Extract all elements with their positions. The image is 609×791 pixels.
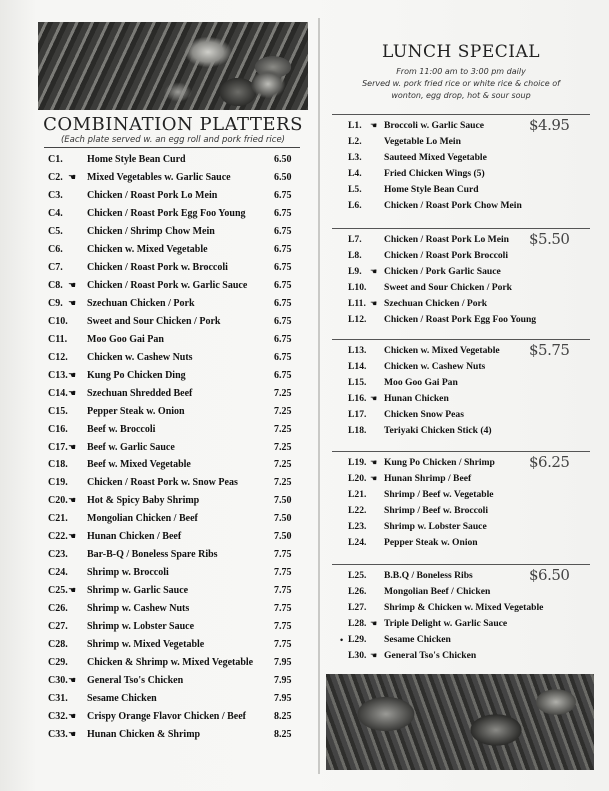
lunch-group xyxy=(328,343,592,440)
item-price: 7.50 xyxy=(274,531,292,543)
spicy-hand-icon: ☚ xyxy=(370,474,378,484)
spicy-hand-icon: ☚ xyxy=(68,297,77,308)
item-price: 6.75 xyxy=(274,351,292,363)
item-name: Mongolian Beef / Chicken xyxy=(384,586,491,598)
spicy-hand-icon: ☚ xyxy=(68,495,77,506)
spicy-hand-icon: ☚ xyxy=(370,651,378,661)
spicy-hand-icon: ☚ xyxy=(68,675,77,686)
item-code: C27. xyxy=(48,621,68,633)
spicy-hand-icon: ☚ xyxy=(68,711,77,722)
item-code: C12. xyxy=(48,351,68,363)
lunch-served-line1: Served w. pork fried rice or white rice & choice of xyxy=(362,79,560,88)
item-name: Moo Goo Gai Pan xyxy=(87,333,164,345)
item-code: C4. xyxy=(48,207,63,219)
item-price: 7.75 xyxy=(274,603,292,615)
spicy-hand-icon: ☚ xyxy=(370,267,378,277)
item-code: L22. xyxy=(348,505,367,517)
item-name: B.B.Q / Boneless Ribs xyxy=(384,570,473,581)
item-code: C25. xyxy=(48,585,68,597)
item-code: L16. xyxy=(348,393,367,405)
item-code: L12. xyxy=(348,314,367,326)
item-price: 6.75 xyxy=(274,189,292,201)
item-price: 6.75 xyxy=(274,261,292,273)
item-name: Broccoli w. Garlic Sauce xyxy=(384,120,485,131)
lunch-served-line2: wonton, egg drop, hot & sour soup xyxy=(391,91,531,100)
item-name: Chicken / Roast Pork Lo Mein xyxy=(384,234,509,245)
item-code: L14. xyxy=(348,361,367,373)
item-price: 6.75 xyxy=(274,279,292,291)
combo-item-row xyxy=(38,492,310,510)
bullet-icon: • xyxy=(340,635,344,646)
item-name: Sauteed Mixed Vegetable xyxy=(384,152,487,164)
item-price: 6.50 xyxy=(274,171,292,183)
combo-item-row xyxy=(38,690,310,708)
item-name: Chicken / Roast Pork Egg Foo Young xyxy=(87,207,246,219)
spicy-hand-icon: ☚ xyxy=(68,171,77,182)
item-code: L17. xyxy=(348,409,367,421)
item-price: 7.50 xyxy=(274,513,292,525)
lunch-item-row xyxy=(328,198,592,214)
item-code: C24. xyxy=(48,567,68,579)
combo-item-row xyxy=(38,259,310,277)
item-code: L28. xyxy=(348,618,367,630)
group-price: $5.75 xyxy=(529,341,570,359)
combo-item-row xyxy=(38,241,310,259)
item-code: C17. xyxy=(48,441,68,453)
combo-item-row xyxy=(38,672,310,690)
combo-item-row xyxy=(38,223,310,241)
spicy-hand-icon: ☚ xyxy=(68,531,77,542)
lunch-group xyxy=(328,455,592,552)
lunch-item-row xyxy=(328,375,592,391)
item-code: L20. xyxy=(348,473,367,485)
lunch-item-row xyxy=(328,616,592,632)
item-price: 7.75 xyxy=(274,549,292,561)
combo-item-row xyxy=(38,600,310,618)
item-name: Teriyaki Chicken Stick (4) xyxy=(384,425,492,437)
lunch-item-row xyxy=(328,182,592,198)
item-price: 7.95 xyxy=(274,693,292,705)
item-name: Shrimp w. Garlic Sauce xyxy=(87,585,189,597)
combination-title: COMBINATION PLATTERS xyxy=(43,114,303,135)
item-name: General Tso's Chicken xyxy=(87,675,184,687)
combo-item-row xyxy=(38,205,310,223)
item-name: Szechuan Chicken / Pork xyxy=(87,297,195,309)
item-code: L3. xyxy=(348,152,362,164)
item-code: L7. xyxy=(348,234,362,245)
item-code: C8. xyxy=(48,279,63,291)
item-price: 6.75 xyxy=(274,315,292,327)
item-name: Chicken w. Cashew Nuts xyxy=(87,351,193,363)
item-price: 8.25 xyxy=(274,711,292,723)
item-name: Shrimp w. Lobster Sauce xyxy=(87,621,195,633)
item-name: Moo Goo Gai Pan xyxy=(384,377,458,389)
item-name: Shrimp w. Broccoli xyxy=(87,567,169,579)
item-name: Shrimp & Chicken w. Mixed Vegetable xyxy=(384,602,544,614)
item-code: L4. xyxy=(348,168,362,180)
item-name: Chicken / Shrimp Chow Mein xyxy=(87,225,215,237)
lunch-item-row xyxy=(328,648,592,664)
item-name: Triple Delight w. Garlic Sauce xyxy=(384,618,508,630)
item-code: C31. xyxy=(48,693,68,705)
item-code: C19. xyxy=(48,477,68,489)
item-code: L25. xyxy=(348,570,367,581)
item-code: L21. xyxy=(348,489,367,501)
item-code: C5. xyxy=(48,225,63,237)
lunch-item-row xyxy=(328,359,592,375)
lunch-item-row xyxy=(328,519,592,535)
item-name: Sweet and Sour Chicken / Pork xyxy=(384,282,513,294)
lunch-item-row xyxy=(328,296,592,312)
combo-item-row xyxy=(38,546,310,564)
item-price: 6.75 xyxy=(274,369,292,381)
item-code: L18. xyxy=(348,425,367,437)
item-price: 7.95 xyxy=(274,657,292,669)
item-price: 6.75 xyxy=(274,333,292,345)
combo-item-row xyxy=(38,403,310,421)
item-name: Kung Po Chicken Ding xyxy=(87,369,186,381)
item-name: Szechuan Shredded Beef xyxy=(87,387,193,399)
combo-item-row xyxy=(38,708,310,726)
lunch-item-row xyxy=(328,166,592,182)
item-price: 6.50 xyxy=(274,154,292,165)
combo-item-row xyxy=(38,510,310,528)
item-code: C14. xyxy=(48,387,68,399)
item-name: Shrimp / Beef w. Vegetable xyxy=(384,489,494,501)
lunch-item-row xyxy=(328,423,592,439)
item-name: Chicken / Roast Pork w. Snow Peas xyxy=(87,477,238,489)
lunch-item-row xyxy=(328,535,592,551)
combo-item-row xyxy=(38,367,310,385)
group-divider-line xyxy=(332,451,590,452)
item-price: 7.25 xyxy=(274,441,292,453)
combination-column xyxy=(38,22,310,774)
item-name: Sweet and Sour Chicken / Pork xyxy=(87,315,221,327)
item-code: C28. xyxy=(48,639,68,651)
lunch-column xyxy=(328,22,594,778)
item-price: 6.75 xyxy=(274,243,292,255)
lunch-item-row xyxy=(328,150,592,166)
item-name: General Tso's Chicken xyxy=(384,650,477,662)
item-price: 7.25 xyxy=(274,477,292,489)
food-photo-bottom xyxy=(326,674,594,770)
combo-item-row xyxy=(38,349,310,367)
item-code: L24. xyxy=(348,537,367,549)
item-code: C21. xyxy=(48,513,68,525)
item-name: Chicken / Roast Pork w. Broccoli xyxy=(87,261,228,273)
lunch-group xyxy=(328,232,592,329)
item-name: Crispy Orange Flavor Chicken / Beef xyxy=(87,711,246,723)
item-price: 7.75 xyxy=(274,621,292,633)
lunch-item-row xyxy=(328,503,592,519)
combo-item-row xyxy=(38,456,310,474)
item-code: C26. xyxy=(48,603,68,615)
item-code: L11. xyxy=(348,298,366,310)
item-code: L13. xyxy=(348,345,367,356)
spicy-hand-icon: ☚ xyxy=(68,585,77,596)
item-code: C9. xyxy=(48,297,63,309)
item-name: Chicken w. Mixed Vegetable xyxy=(384,345,500,356)
item-price: 7.25 xyxy=(274,387,292,399)
item-name: Chicken / Roast Pork w. Garlic Sauce xyxy=(87,279,248,291)
item-name: Chicken / Roast Pork Chow Mein xyxy=(384,200,522,212)
item-price: 6.75 xyxy=(274,297,292,309)
lunch-item-row xyxy=(328,487,592,503)
spicy-hand-icon: ☚ xyxy=(370,299,378,309)
item-code: C15. xyxy=(48,405,68,417)
item-code: C33. xyxy=(48,729,68,740)
item-code: L10. xyxy=(348,282,367,294)
combination-subtitle: (Each plate served w. an egg roll and pork fried rice) xyxy=(60,135,285,145)
item-price: 7.25 xyxy=(274,459,292,471)
combination-list xyxy=(38,151,310,744)
item-code: L5. xyxy=(348,184,362,196)
spicy-hand-icon: ☚ xyxy=(68,387,77,398)
combo-item-row xyxy=(38,295,310,313)
item-price: 7.25 xyxy=(274,423,292,435)
item-price: 8.25 xyxy=(274,729,292,740)
lunch-item-row xyxy=(328,584,592,600)
item-code: L6. xyxy=(348,200,362,212)
lunch-hours: From 11:00 am to 3:00 pm daily xyxy=(396,67,526,76)
lunch-item-row xyxy=(328,471,592,487)
item-code: L23. xyxy=(348,521,367,533)
item-code: C10. xyxy=(48,315,68,327)
item-name: Kung Po Chicken / Shrimp xyxy=(384,457,495,468)
spicy-hand-icon: ☚ xyxy=(68,441,77,452)
item-code: C11. xyxy=(48,333,68,345)
item-name: Chicken & Shrimp w. Mixed Vegetable xyxy=(87,657,254,669)
combo-item-row xyxy=(38,636,310,654)
combo-item-row xyxy=(38,385,310,403)
item-code: L9. xyxy=(348,266,362,278)
item-name: Shrimp w. Lobster Sauce xyxy=(384,521,487,533)
group-price: $6.25 xyxy=(529,453,570,471)
item-name: Pepper Steak w. Onion xyxy=(87,405,185,417)
item-name: Mongolian Chicken / Beef xyxy=(87,513,198,525)
item-price: 6.75 xyxy=(274,225,292,237)
group-price: $5.50 xyxy=(529,230,570,248)
item-name: Sesame Chicken xyxy=(87,693,157,705)
combo-item-row xyxy=(38,528,310,546)
column-divider xyxy=(318,18,320,774)
item-name: Shrimp w. Cashew Nuts xyxy=(87,603,190,615)
item-code: C6. xyxy=(48,243,63,255)
item-name: Chicken / Roast Pork Broccoli xyxy=(384,250,509,262)
combo-item-row xyxy=(38,313,310,331)
item-code: C23. xyxy=(48,549,68,561)
item-name: Hunan Shrimp / Beef xyxy=(384,473,472,485)
item-name: Beef w. Garlic Sauce xyxy=(87,441,175,453)
combo-item-row xyxy=(38,277,310,295)
group-divider-line xyxy=(332,339,590,340)
item-name: Sesame Chicken xyxy=(384,634,451,646)
item-price: 7.50 xyxy=(274,495,292,507)
item-price: 7.75 xyxy=(274,639,292,651)
item-name: Hunan Chicken xyxy=(384,393,449,405)
lunch-item-row xyxy=(328,134,592,150)
combo-item-row xyxy=(38,654,310,672)
lunch-item-row xyxy=(328,312,592,328)
item-price: 7.75 xyxy=(274,585,292,597)
item-code: L19. xyxy=(348,457,367,468)
group-price: $6.50 xyxy=(529,566,570,584)
item-name: Shrimp w. Mixed Vegetable xyxy=(87,639,205,651)
item-name: Chicken / Pork Garlic Sauce xyxy=(384,266,501,278)
item-name: Chicken / Roast Pork Egg Foo Young xyxy=(384,314,537,326)
item-code: L29. xyxy=(348,634,367,646)
item-code: C18. xyxy=(48,459,68,471)
spicy-hand-icon: ☚ xyxy=(68,729,77,739)
item-name: Hunan Chicken & Shrimp xyxy=(87,729,201,740)
lunch-item-row xyxy=(328,280,592,296)
item-name: Chicken w. Mixed Vegetable xyxy=(87,243,208,255)
item-code: C2. xyxy=(48,171,63,183)
item-name: Bar-B-Q / Boneless Spare Ribs xyxy=(87,549,218,561)
group-divider-line xyxy=(332,228,590,229)
item-code: C32. xyxy=(48,711,68,723)
food-photo-top xyxy=(38,22,308,110)
spicy-hand-icon: ☚ xyxy=(370,394,378,404)
spicy-hand-icon: ☚ xyxy=(370,458,378,467)
item-name: Vegetable Lo Mein xyxy=(384,136,461,148)
spicy-hand-icon: ☚ xyxy=(370,121,378,130)
item-code: C7. xyxy=(48,261,63,273)
item-price: 7.75 xyxy=(274,567,292,579)
combo-item-row xyxy=(38,151,310,169)
combo-item-row xyxy=(38,564,310,582)
lunch-group xyxy=(328,118,592,215)
item-code: L1. xyxy=(348,120,362,131)
item-name: Szechuan Chicken / Pork xyxy=(384,298,488,310)
item-code: L30. xyxy=(348,650,367,662)
item-name: Beef w. Broccoli xyxy=(87,423,156,435)
item-name: Fried Chicken Wings (5) xyxy=(384,168,485,180)
item-code: L2. xyxy=(348,136,362,148)
lunch-item-row xyxy=(328,600,592,616)
combo-item-row xyxy=(38,187,310,205)
item-code: L8. xyxy=(348,250,362,262)
combo-item-row xyxy=(38,331,310,349)
item-name: Hunan Chicken / Beef xyxy=(87,531,182,543)
divider-line xyxy=(44,147,300,148)
combo-item-row xyxy=(38,421,310,439)
item-name: Shrimp / Beef w. Broccoli xyxy=(384,505,489,517)
combo-item-row xyxy=(38,439,310,457)
spicy-hand-icon: ☚ xyxy=(68,369,77,380)
item-code: C29. xyxy=(48,657,68,669)
combo-item-row xyxy=(38,474,310,492)
item-code: C20. xyxy=(48,495,68,507)
item-code: L26. xyxy=(348,586,367,598)
combo-item-row xyxy=(38,582,310,600)
item-code: C30. xyxy=(48,675,68,687)
item-price: 7.95 xyxy=(274,675,292,687)
group-price: $4.95 xyxy=(529,116,570,134)
item-name: Pepper Steak w. Onion xyxy=(384,537,478,549)
item-name: Home Style Bean Curd xyxy=(384,184,479,196)
lunch-item-row xyxy=(328,407,592,423)
group-divider-line xyxy=(332,564,590,565)
combo-item-row xyxy=(38,618,310,636)
item-name: Chicken Snow Peas xyxy=(384,409,464,421)
item-name: Mixed Vegetables w. Garlic Sauce xyxy=(87,171,231,183)
combo-item-row xyxy=(38,169,310,187)
item-code: C13. xyxy=(48,369,68,381)
item-code: C16. xyxy=(48,423,68,435)
combo-item-row xyxy=(38,726,310,744)
item-code: C22. xyxy=(48,531,68,543)
item-price: 7.25 xyxy=(274,405,292,417)
item-name: Home Style Bean Curd xyxy=(87,154,186,165)
item-code: L27. xyxy=(348,602,367,614)
lunch-item-row xyxy=(328,391,592,407)
item-code: L15. xyxy=(348,377,367,389)
lunch-item-row xyxy=(328,632,592,648)
item-name: Chicken / Roast Pork Lo Mein xyxy=(87,189,218,201)
item-code: C3. xyxy=(48,189,63,201)
lunch-item-row xyxy=(328,264,592,280)
item-name: Beef w. Mixed Vegetable xyxy=(87,459,191,471)
lunch-title: LUNCH SPECIAL xyxy=(381,42,541,62)
spicy-hand-icon: ☚ xyxy=(68,279,77,290)
item-price: 6.75 xyxy=(274,207,292,219)
group-divider-line xyxy=(332,114,590,115)
lunch-item-row xyxy=(328,248,592,264)
spicy-hand-icon: ☚ xyxy=(370,619,378,629)
lunch-group xyxy=(328,568,592,665)
item-code: C1. xyxy=(48,154,63,165)
item-name: Chicken w. Cashew Nuts xyxy=(384,361,486,373)
item-name: Hot & Spicy Baby Shrimp xyxy=(87,495,200,507)
